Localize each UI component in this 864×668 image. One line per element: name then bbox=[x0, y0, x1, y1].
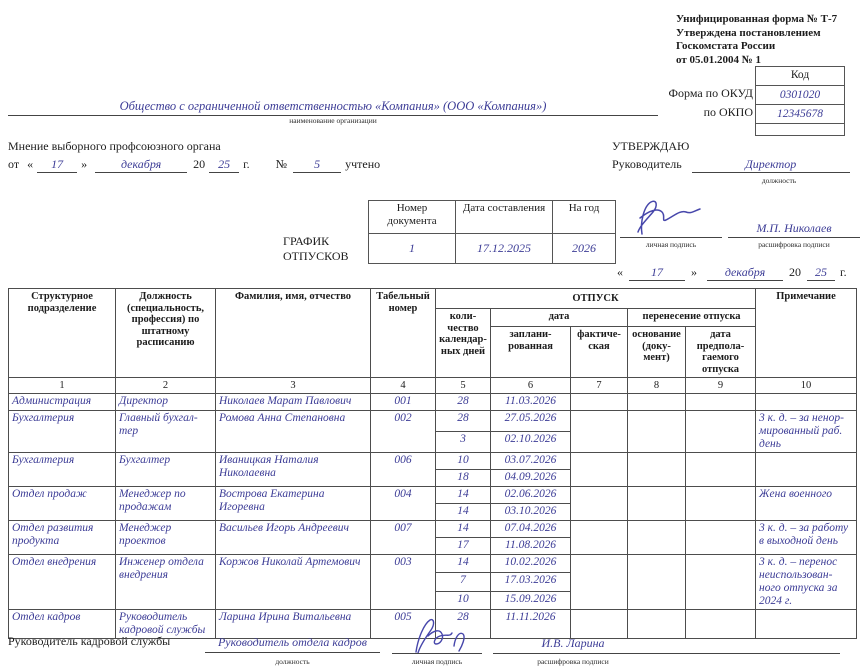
union-number-field: 5 bbox=[293, 157, 341, 173]
footer-role-label: Руководитель кадровой службы bbox=[8, 634, 171, 648]
form-regulation-line: Унифицированная форма № Т-7 bbox=[676, 13, 838, 25]
cell-actual-date bbox=[571, 555, 628, 610]
column-number: 10 bbox=[756, 378, 857, 394]
header-transfer-group: перенесение отпуска bbox=[628, 309, 756, 327]
header-employee-name: Фамилия, имя, отчество bbox=[216, 289, 371, 378]
code-box-header: Код bbox=[790, 69, 810, 81]
doc-year-header: На год bbox=[553, 201, 616, 234]
cell-transfer-date bbox=[686, 394, 756, 411]
cell-employee-name: Коржов Николай Артемович bbox=[216, 555, 371, 610]
cell-actual-date bbox=[571, 453, 628, 487]
open-quote: « bbox=[27, 157, 34, 171]
vacation-table bbox=[8, 288, 857, 639]
cell-transfer-date bbox=[686, 487, 756, 521]
header-position: Должность (специальность, профессия) по штатному расписанию bbox=[116, 289, 216, 378]
union-number-label: № bbox=[275, 157, 288, 171]
cell-transfer-basis bbox=[628, 394, 686, 411]
cell-note bbox=[756, 453, 857, 487]
cell-actual-date bbox=[571, 610, 628, 639]
cell-planned-date: 10.02.2026 bbox=[491, 555, 571, 573]
cell-days: 18 bbox=[436, 470, 491, 487]
footer-name-caption: расшифровка подписи bbox=[537, 657, 609, 666]
cell-planned-date: 03.10.2026 bbox=[491, 504, 571, 521]
cell-planned-date: 02.06.2026 bbox=[491, 487, 571, 504]
cell-position: Руководитель кадровой службы bbox=[116, 610, 216, 639]
cell-employee-name: Вострова Екатерина Игоревна bbox=[216, 487, 371, 521]
cell-planned-date: 11.03.2026 bbox=[491, 394, 571, 411]
header-department: Структурное подразделение bbox=[9, 289, 116, 378]
cell-days: 17 bbox=[436, 538, 491, 555]
cell-personnel-number: 002 bbox=[371, 411, 436, 453]
code-box bbox=[755, 66, 845, 136]
footer-name-line bbox=[493, 653, 840, 654]
footer-role-caption: должность bbox=[275, 657, 310, 666]
union-year-suffix: г. bbox=[243, 157, 250, 171]
cell-personnel-number: 006 bbox=[371, 453, 436, 487]
cell-transfer-basis bbox=[628, 521, 686, 555]
footer-signature-line bbox=[392, 653, 482, 654]
cell-days: 10 bbox=[436, 453, 491, 470]
approval-role-line bbox=[612, 157, 850, 173]
approval-role-field: Директор bbox=[692, 157, 850, 173]
cell-note: 3 к. д. – за ненор- мированный раб. день bbox=[756, 411, 857, 453]
cell-transfer-basis bbox=[628, 610, 686, 639]
cell-transfer-basis bbox=[628, 411, 686, 453]
approval-day-field: 17 bbox=[629, 265, 685, 281]
cell-days: 10 bbox=[436, 591, 491, 609]
cell-employee-name: Ларина Ирина Витальевна bbox=[216, 610, 371, 639]
approval-signature-caption: личная подпись bbox=[645, 240, 697, 249]
cell-employee-name: Иваницкая Наталия Николаевна bbox=[216, 453, 371, 487]
cell-personnel-number: 001 bbox=[371, 394, 436, 411]
column-number: 5 bbox=[436, 378, 491, 394]
column-number-row bbox=[9, 378, 857, 394]
union-opinion-line bbox=[8, 157, 380, 173]
union-day-field: 17 bbox=[37, 157, 77, 173]
header-transfer-date: дата предпола- гаемого отпуска bbox=[686, 327, 756, 378]
cell-department: Отдел внедрения bbox=[9, 555, 116, 610]
cell-planned-date: 04.09.2026 bbox=[491, 470, 571, 487]
header-transfer-basis: основание (доку- мент) bbox=[628, 327, 686, 378]
cell-transfer-basis bbox=[628, 555, 686, 610]
cell-actual-date bbox=[571, 487, 628, 521]
column-number: 1 bbox=[9, 378, 116, 394]
doc-date-value: 17.12.2025 bbox=[456, 234, 553, 264]
cell-note: 3 к. д. – перенос неиспользован- ного отпуска за 2024 г. bbox=[756, 555, 857, 610]
column-number: 4 bbox=[371, 378, 436, 394]
cell-note: 3 к. д. – за работу в выходной день bbox=[756, 521, 857, 555]
header-date-group: дата bbox=[491, 309, 628, 327]
approval-signature-line bbox=[620, 237, 722, 238]
approval-name-caption: расшифровка подписи bbox=[758, 240, 830, 249]
cell-transfer-basis bbox=[628, 453, 686, 487]
header-days-count: коли- чество календар- ных дней bbox=[436, 309, 491, 378]
union-from-label: от bbox=[8, 157, 20, 171]
vacation-table-body bbox=[9, 394, 857, 639]
cell-personnel-number: 004 bbox=[371, 487, 436, 521]
document-info-header-row bbox=[369, 201, 616, 234]
header-planned-date: заплани- рованная bbox=[491, 327, 571, 378]
cell-planned-date: 11.08.2026 bbox=[491, 538, 571, 555]
approval-role-label: Руководитель bbox=[612, 157, 682, 171]
cell-days: 14 bbox=[436, 521, 491, 538]
cell-transfer-date bbox=[686, 555, 756, 610]
cell-actual-date bbox=[571, 411, 628, 453]
cell-position: Главный бухгал- тер bbox=[116, 411, 216, 453]
union-year-field: 25 bbox=[209, 157, 239, 173]
cell-days: 28 bbox=[436, 610, 491, 639]
cell-position: Инженер отдела внедрения bbox=[116, 555, 216, 610]
cell-position: Бухгалтер bbox=[116, 453, 216, 487]
doc-date-header: Дата составления bbox=[456, 201, 553, 234]
cell-days: 7 bbox=[436, 573, 491, 591]
cell-department: Отдел продаж bbox=[9, 487, 116, 521]
table-row bbox=[9, 411, 857, 432]
cell-department: Бухгалтерия bbox=[9, 411, 116, 453]
cell-personnel-number: 003 bbox=[371, 555, 436, 610]
doc-number-value: 1 bbox=[369, 234, 456, 264]
cell-days: 14 bbox=[436, 555, 491, 573]
header-note: Примечание bbox=[756, 289, 857, 378]
okud-label: Форма по ОКУД bbox=[668, 86, 753, 100]
approval-year-suffix: г. bbox=[840, 265, 847, 279]
column-number: 7 bbox=[571, 378, 628, 394]
doc-number-header: Номер документа bbox=[369, 201, 456, 234]
cell-days: 14 bbox=[436, 504, 491, 521]
cell-personnel-number: 007 bbox=[371, 521, 436, 555]
cell-position: Менеджер проектов bbox=[116, 521, 216, 555]
column-number: 9 bbox=[686, 378, 756, 394]
cell-employee-name: Ромова Анна Степановна bbox=[216, 411, 371, 453]
open-quote: « bbox=[617, 265, 623, 279]
cell-days: 28 bbox=[436, 394, 491, 411]
cell-planned-date: 27.05.2026 bbox=[491, 411, 571, 432]
form-regulation-line: Госкомстата России bbox=[676, 40, 776, 52]
doc-year-value: 2026 bbox=[553, 234, 616, 264]
cell-note: Жена военного bbox=[756, 487, 857, 521]
director-handwritten-signature bbox=[628, 196, 716, 240]
cell-employee-name: Николаев Марат Павлович bbox=[216, 394, 371, 411]
organization-name: Общество с ограниченной ответственностью «Компания» (ООО «Компания») bbox=[8, 99, 658, 116]
cell-planned-date: 11.11.2026 bbox=[491, 610, 571, 639]
cell-department: Администрация bbox=[9, 394, 116, 411]
union-status: учтено bbox=[345, 157, 381, 171]
cell-position: Директор bbox=[116, 394, 216, 411]
cell-transfer-date bbox=[686, 453, 756, 487]
approval-century: 20 bbox=[789, 265, 801, 279]
footer-signer-name: И.В. Ларина bbox=[541, 636, 605, 650]
cell-planned-date: 15.09.2026 bbox=[491, 591, 571, 609]
document-title-line1: ГРАФИК bbox=[283, 234, 330, 248]
hr-handwritten-signature bbox=[398, 616, 484, 656]
organization-name-caption: наименование организации bbox=[289, 116, 377, 125]
column-number: 2 bbox=[116, 378, 216, 394]
document-title-line2: ОТПУСКОВ bbox=[283, 249, 349, 263]
approval-title: УТВЕРЖДАЮ bbox=[612, 139, 690, 153]
document-info-value-row bbox=[369, 234, 616, 264]
code-box-empty-cell bbox=[756, 123, 844, 135]
cell-planned-date: 07.04.2026 bbox=[491, 521, 571, 538]
header-vacation-group: ОТПУСК bbox=[436, 289, 756, 309]
approval-month-field: декабря bbox=[707, 265, 783, 281]
table-row bbox=[9, 521, 857, 538]
union-month-field: декабря bbox=[95, 157, 187, 173]
close-quote: » bbox=[691, 265, 697, 279]
cell-transfer-date bbox=[686, 411, 756, 453]
footer-role-value: Руководитель отдела кадров bbox=[205, 635, 380, 653]
cell-days: 3 bbox=[436, 432, 491, 453]
header-personnel-number: Табельный номер bbox=[371, 289, 436, 378]
cell-note bbox=[756, 610, 857, 639]
document-title bbox=[283, 234, 349, 264]
cell-transfer-date bbox=[686, 521, 756, 555]
cell-department: Бухгалтерия bbox=[9, 453, 116, 487]
close-quote: » bbox=[81, 157, 88, 171]
table-row bbox=[9, 487, 857, 504]
okpo-value: 12345678 bbox=[756, 104, 844, 123]
form-regulation-line: Утверждена постановлением bbox=[676, 26, 821, 39]
cell-planned-date: 02.10.2026 bbox=[491, 432, 571, 453]
cell-employee-name: Васильев Игорь Андреевич bbox=[216, 521, 371, 555]
approval-name-line bbox=[728, 237, 860, 238]
cell-personnel-number: 005 bbox=[371, 610, 436, 639]
cell-transfer-date bbox=[686, 610, 756, 639]
cell-days: 14 bbox=[436, 487, 491, 504]
form-regulation-block bbox=[676, 13, 861, 67]
okpo-label: по ОКПО bbox=[703, 105, 753, 119]
cell-note bbox=[756, 394, 857, 411]
header-actual-date: фактиче- ская bbox=[571, 327, 628, 378]
okud-value: 0301020 bbox=[756, 85, 844, 104]
approval-signer-name: М.П. Николаев bbox=[756, 221, 832, 235]
approval-date-line bbox=[617, 265, 847, 281]
table-row bbox=[9, 453, 857, 470]
cell-actual-date bbox=[571, 394, 628, 411]
cell-department: Отдел кадров bbox=[9, 610, 116, 639]
column-number: 3 bbox=[216, 378, 371, 394]
table-row bbox=[9, 555, 857, 573]
column-number: 8 bbox=[628, 378, 686, 394]
cell-days: 28 bbox=[436, 411, 491, 432]
cell-department: Отдел развития продукта bbox=[9, 521, 116, 555]
document-info-table bbox=[368, 200, 616, 264]
cell-position: Менеджер по продажам bbox=[116, 487, 216, 521]
union-opinion-title: Мнение выборного профсоюзного органа bbox=[8, 139, 221, 153]
approval-year-field: 25 bbox=[807, 265, 835, 281]
vacation-table-header bbox=[9, 289, 857, 394]
cell-planned-date: 03.07.2026 bbox=[491, 453, 571, 470]
cell-actual-date bbox=[571, 521, 628, 555]
table-row bbox=[9, 394, 857, 411]
approval-role-caption: должность bbox=[761, 176, 797, 185]
column-number: 6 bbox=[491, 378, 571, 394]
cell-transfer-basis bbox=[628, 487, 686, 521]
cell-planned-date: 17.03.2026 bbox=[491, 573, 571, 591]
form-regulation-line: от 05.01.2004 № 1 bbox=[676, 53, 762, 66]
footer-signature-caption: личная подпись bbox=[411, 657, 463, 666]
union-century: 20 bbox=[193, 157, 206, 171]
